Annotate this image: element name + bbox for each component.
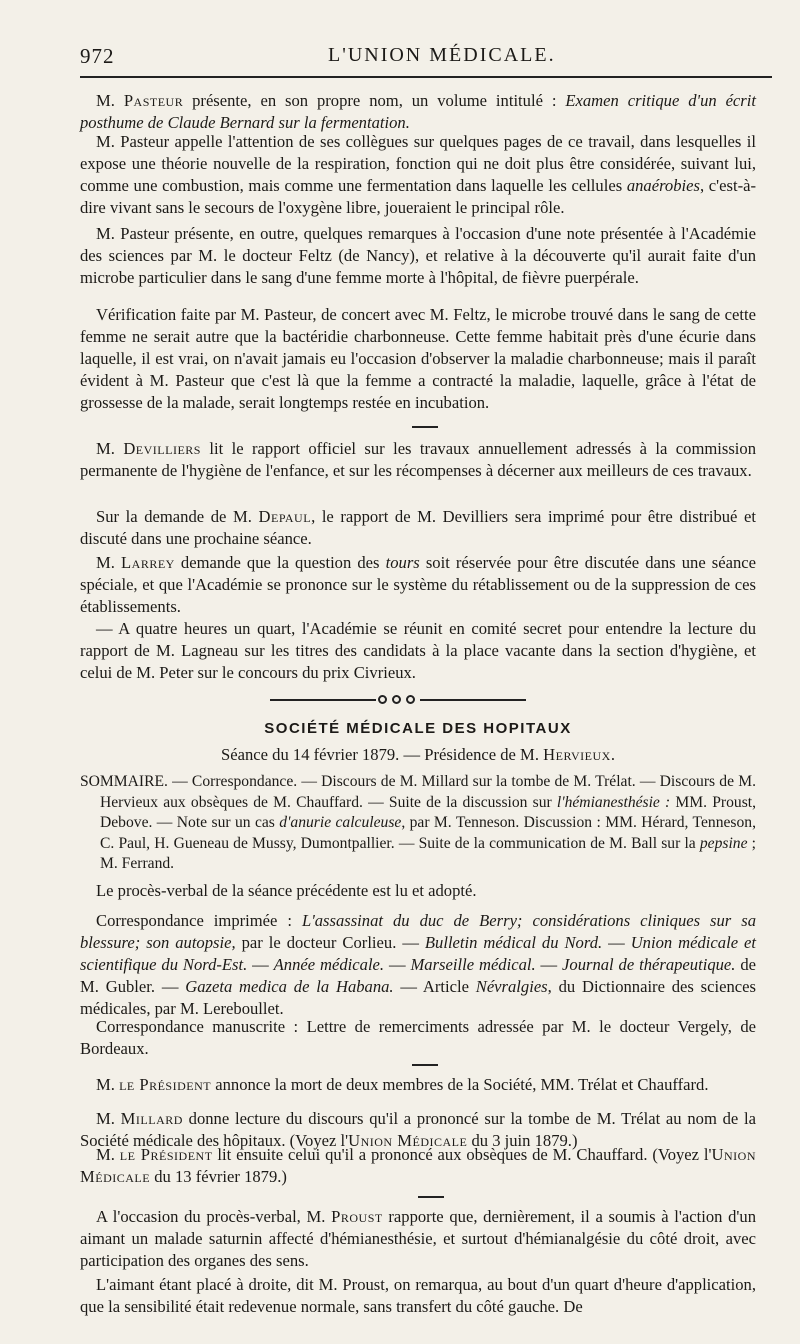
president-name: Hervieux xyxy=(543,745,611,764)
paragraph-respiration-theory: M. Pasteur appelle l'attention de ses collègues sur quelques pages de ce travail, dans lesquelles il expose une théorie nouvelle de la respiration, fonction qui ne doit plus être considérée, suivant lui, comme une combustion, mais comme une fermentation dans laquelle les cellules anaérobies, c'est-à-dire vivant sans le secours de l'oxygène libre, joueraient le principal rôle. xyxy=(80,132,756,217)
paragraph-feltz-note: M. Pasteur présente, en outre, quelques remarques à l'occasion d'une note présentée à l'Académie des sciences par M. le docteur Feltz (de Nancy), et relative à la découverte qu'il aurait faite d'un microbe particulier dans le sang d'une femme morte à l'hôpital, de fièvre puerpérale. xyxy=(80,224,756,287)
paragraph-magnet-result: L'aimant étant placé à droite, dit M. Proust, on remarqua, au bout d'un quart d'heure d'application, que la sensibilité était redevenue normale, sans transfert du côté gauche. De xyxy=(80,1275,756,1316)
section-separator xyxy=(412,426,438,428)
speaker-name: Pasteur xyxy=(123,91,184,110)
paragraph-comite-secret: — A quatre heures un quart, l'Académie se réunit en comité secret pour entendre la lecture du rapport de M. Lagneau sur les titres des candidats à la place vacante dans la section d'hygiène, et celui de M. Peter sur le concours du prix Civrieux. xyxy=(80,619,756,682)
session-line: Séance du 14 février 1879. — Présidence de M. Hervieux. xyxy=(221,745,615,764)
section-separator xyxy=(412,1064,438,1066)
paragraph-printed-correspondence: Correspondance imprimée : L'assassinat du duc de Berry; considérations cliniques sur sa blessure; son autopsie, par le docteur Corlieu. — Bulletin médical du Nord. — Union médicale et scientifique du Nord-Est. — Année médicale. — Marseille médical. — Journal de thérapeutique. de M. Gubler. — Gazeta medica de la Habana. — Article Névralgies, du Dictionnaire des sciences médicales, par M. Lereboullet. xyxy=(80,911,757,1018)
paragraph-proust-magnet: A l'occasion du procès-verbal, M. Proust rapporte que, dernièrement, il a soumis à l'action d'un aimant un malade saturnin affecté d'hémianesthésie, et surtout d'hémianalgésie du côté droit, avec participation des organes des sens. xyxy=(80,1207,756,1270)
running-head xyxy=(80,44,760,74)
society-heading: SOCIÉTÉ MÉDICALE DES HOPITAUX xyxy=(264,720,572,737)
book-title: Examen critique d'un écrit posthume de Claude Bernard sur la fermentation. xyxy=(80,91,756,132)
paragraph-proces-verbal: Le procès-verbal de la séance précédente est lu et adopté. xyxy=(96,881,477,900)
paragraph-pasteur-volume: M. Pasteur présente, en son propre nom, un volume intitulé : Examen critique d'un écrit posthume de Claude Bernard sur la fermentation. xyxy=(80,91,756,132)
page-number: 972 xyxy=(80,44,115,68)
header-rule xyxy=(80,76,772,78)
paragraph-manuscript-correspondence: Correspondance manuscrite : Lettre de remerciments adressée par M. le docteur Vergely, de Bordeaux. xyxy=(80,1017,756,1058)
journal-title: L'UNION MÉDICALE. xyxy=(328,44,556,66)
paragraph-depaul-request: Sur la demande de M. Depaul, le rapport de M. Devilliers sera imprimé pour être distribué et discuté dans une prochaine séance. xyxy=(80,507,756,548)
summary-block: SOMMAIRE. — Correspondance. — Discours de M. Millard sur la tombe de M. Trélat. — Discours de M. Hervieux aux obsèques de M. Chauffard. — Suite de la discussion sur l'hémianesthésie : MM. Proust, Debove. — Note sur un cas d'anurie calculeuse, par M. Tenneson. Discussion : MM. Hérard, Tenneson, C. Paul, H. Gueneau de Mussy, Dumontpallier. — Suite de la communication de M. Ball sur la pepsine ; M. Ferrand. xyxy=(80,773,757,872)
section-separator xyxy=(418,1196,444,1198)
paragraph-devilliers-report: M. Devilliers lit le rapport officiel sur les travaux annuellement adressés à la commission permanente de l'hygiène de l'enfance, et sur les récompenses à décerner aux meilleurs de ces travaux. xyxy=(80,439,756,480)
speaker-name: Larrey xyxy=(121,553,175,572)
paragraph-president-announcement: M. le Président annonce la mort de deux membres de la Société, MM. Trélat et Chauffard. xyxy=(96,1075,709,1094)
ornamental-divider xyxy=(270,694,526,706)
speaker-name: Devilliers xyxy=(123,439,201,458)
paragraph-larrey-tours: M. Larrey demande que la question des tours soit réservée pour être discutée dans une séance spéciale, et que l'Académie se prononce sur le système du rétablissement ou de la suppression de ces établissements. xyxy=(80,553,757,616)
paragraph-verification: Vérification faite par M. Pasteur, de concert avec M. Feltz, le microbe trouvé dans le sang de cette femme ne serait autre que la bactéridie charbonneuse. Cette femme habitait près d'une écurie dans laquelle, il est vrai, on n'avait jamais eu l'occasion d'observer la maladie charbonneuse; mais il paraît évident à M. Pasteur que c'est là que la femme a contracté la maladie, laquelle, grâce à l'état de grossesse de la malade, serait longtemps restée en incubation. xyxy=(80,305,756,412)
paragraph-millard-speech: M. Millard donne lecture du discours qu'il a prononcé sur la tombe de M. Trélat au nom de la Société médicale des hôpitaux. (Voyez l'Union Médicale du 3 juin 1879.) xyxy=(80,1109,756,1150)
speaker-name: Depaul xyxy=(258,507,312,526)
paragraph-president-chauffard: M. le Président lit ensuite celui qu'il a prononcé aux obsèques de M. Chauffard. (Voyez l'Union Médicale du 13 février 1879.) xyxy=(80,1145,756,1186)
